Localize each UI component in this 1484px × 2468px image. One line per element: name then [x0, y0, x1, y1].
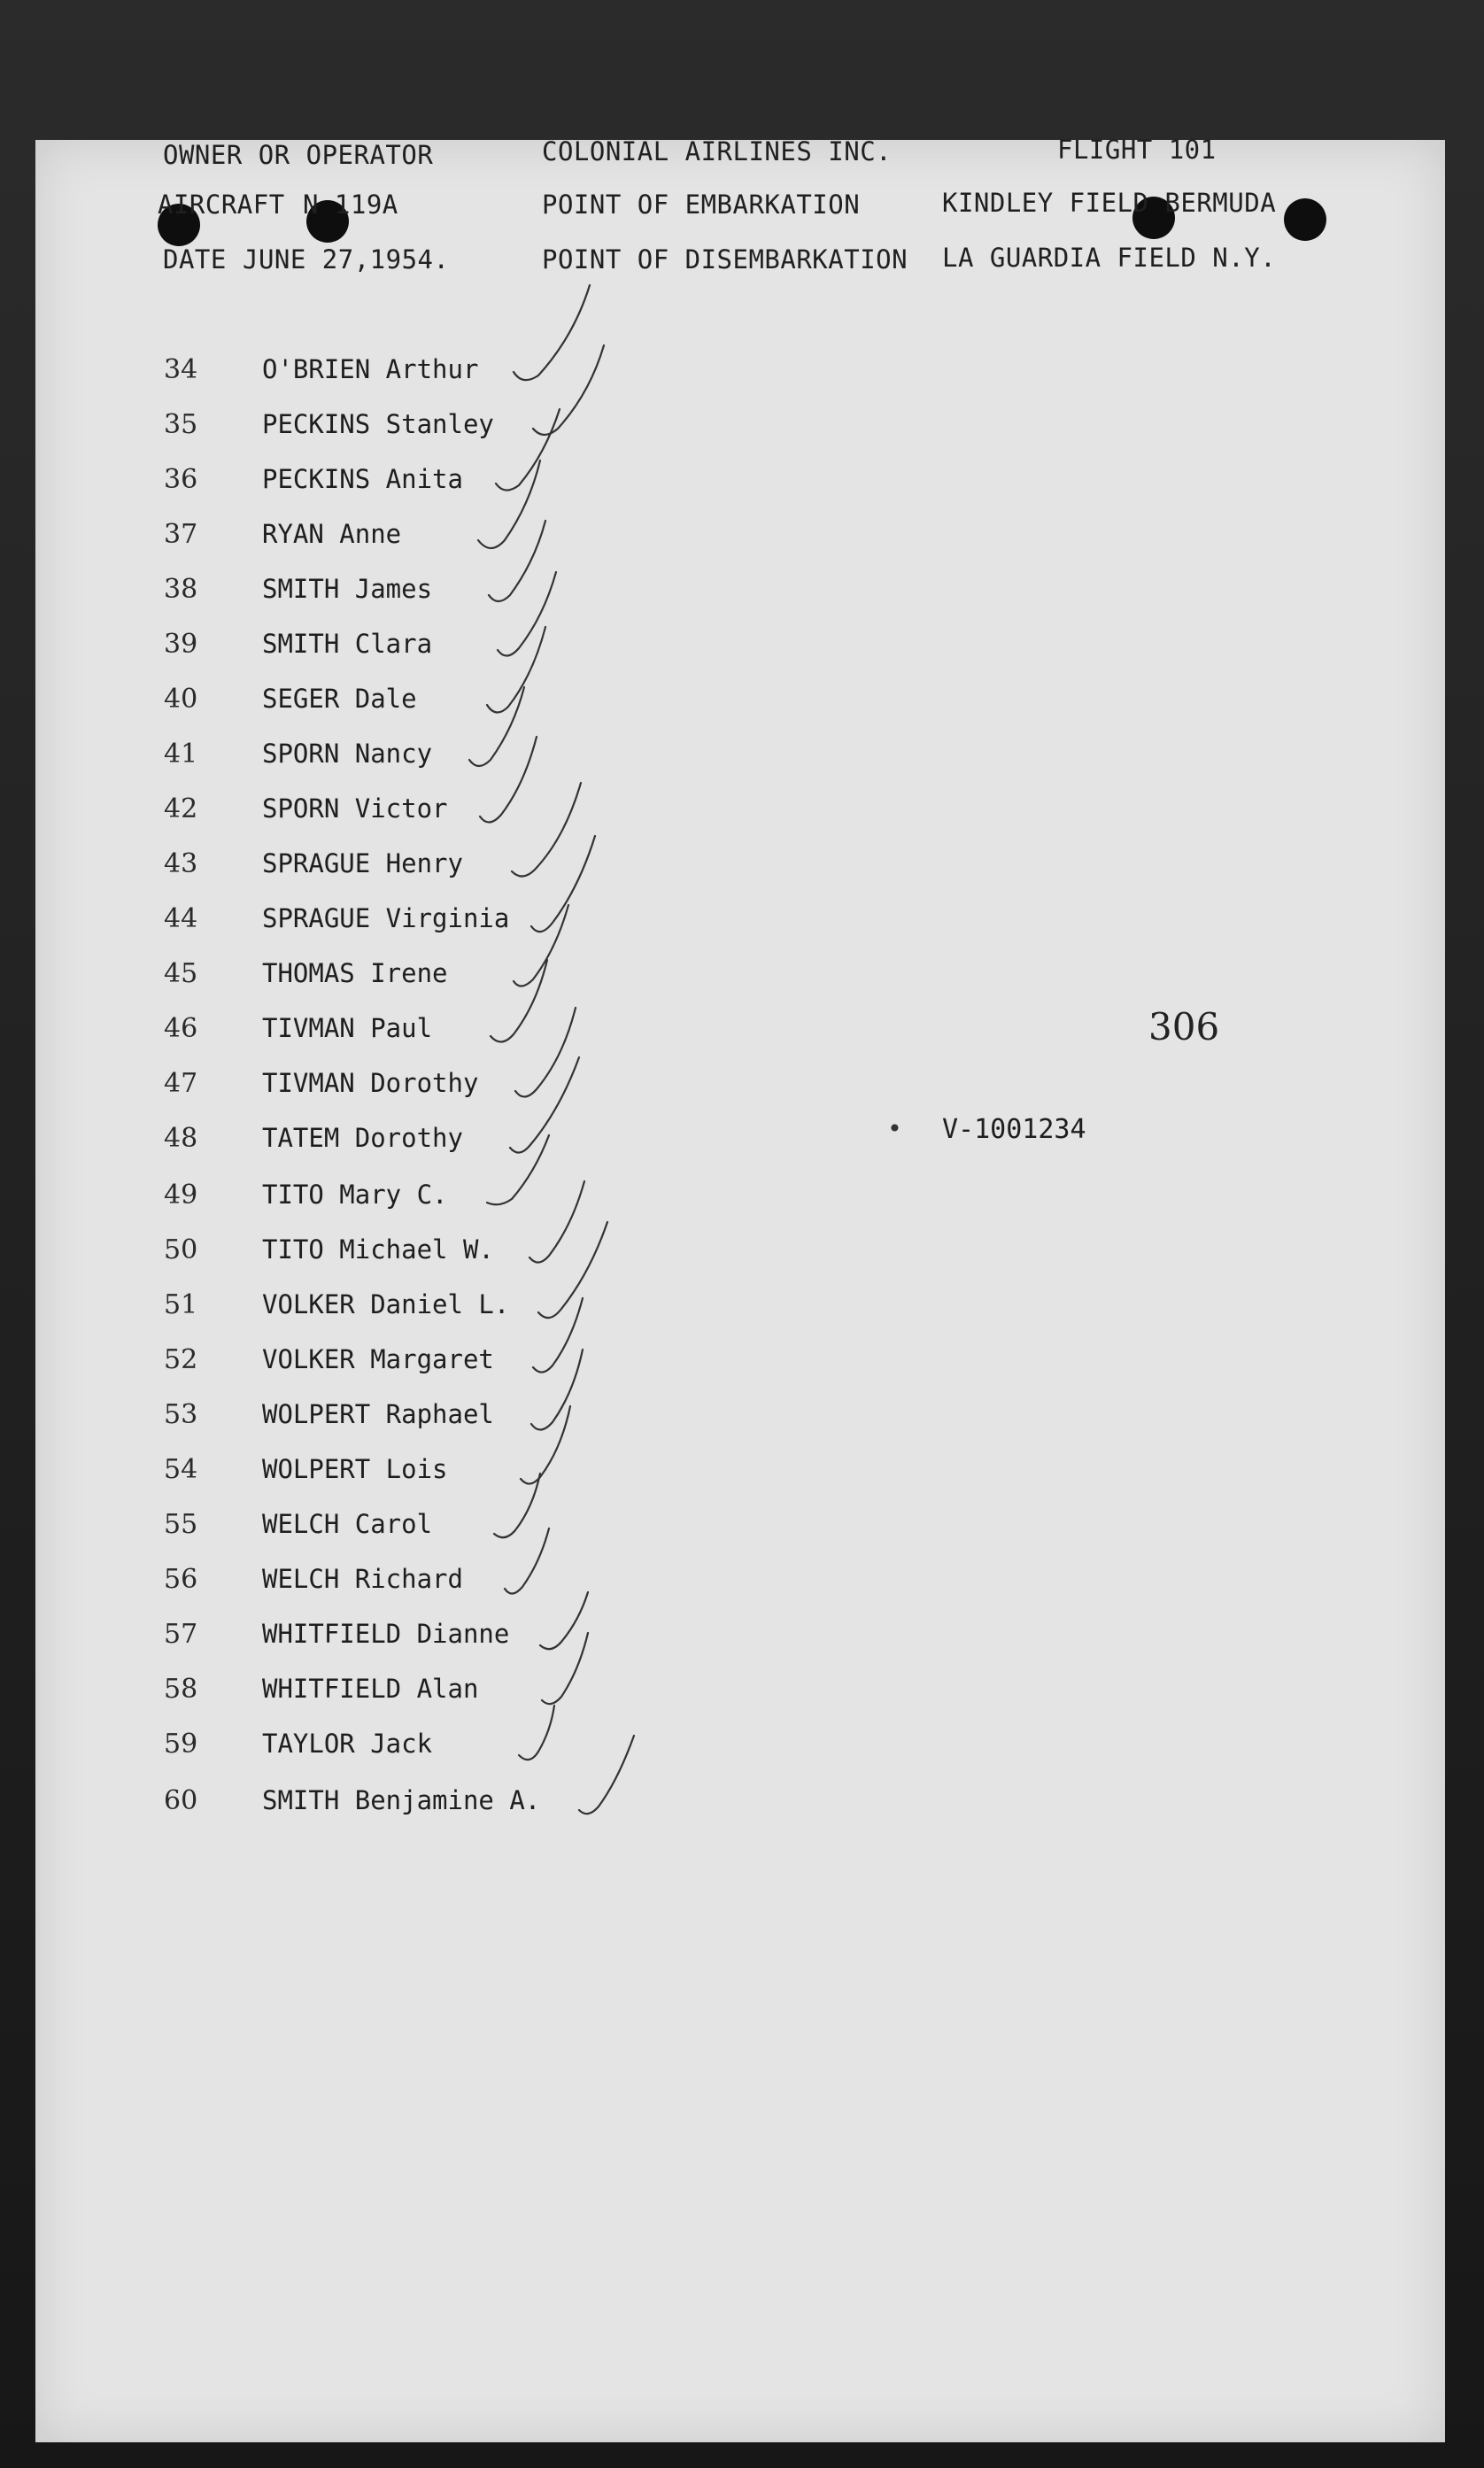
list-item [35, 354, 832, 390]
row-number: 52 [164, 1344, 198, 1375]
list-item [35, 1619, 832, 1654]
passenger-name: VOLKER Daniel L. [262, 1289, 510, 1319]
list-item [35, 519, 832, 554]
list-item [35, 629, 832, 664]
row-number: 40 [164, 684, 198, 715]
list-item [35, 1234, 832, 1270]
row-number: 45 [164, 958, 198, 989]
row-number: 55 [164, 1509, 198, 1540]
row-number: 51 [164, 1289, 198, 1320]
row-number: 58 [164, 1674, 198, 1705]
passenger-name: TIVMAN Dorothy [262, 1068, 479, 1098]
list-item [35, 1399, 832, 1435]
row-number: 41 [164, 739, 198, 770]
passenger-name: WOLPERT Lois [262, 1454, 448, 1484]
embarkation-value: KINDLEY FIELD BERMUDA [942, 188, 1277, 218]
passenger-name: WELCH Carol [262, 1509, 433, 1539]
reference-number: V-1001234 [942, 1114, 1086, 1145]
passenger-name: RYAN Anne [262, 519, 402, 549]
list-item [35, 793, 832, 829]
list-item [35, 1123, 832, 1158]
list-item [35, 684, 832, 719]
passenger-name: TAYLOR Jack [262, 1729, 433, 1759]
manifest-page [35, 135, 1445, 2442]
row-number: 43 [164, 848, 198, 879]
row-number: 46 [164, 1013, 198, 1044]
list-item [35, 1785, 832, 1821]
owner-value: COLONIAL AIRLINES INC. [542, 136, 893, 166]
list-item [35, 1344, 832, 1380]
passenger-name: TITO Michael W. [262, 1234, 494, 1265]
flight-number: FLIGHT 101 [1057, 135, 1217, 165]
row-number: 47 [164, 1068, 198, 1099]
passenger-name: WHITFIELD Dianne [262, 1619, 510, 1649]
row-number: 36 [164, 464, 198, 495]
row-number: 57 [164, 1619, 198, 1650]
page-stamp-number: 306 [1148, 1005, 1220, 1048]
row-number: 53 [164, 1399, 198, 1430]
passenger-name: PECKINS Stanley [262, 409, 494, 439]
row-number: 42 [164, 793, 198, 824]
list-item [35, 1509, 832, 1544]
punch-hole-right-2 [1284, 198, 1326, 241]
passenger-name: SMITH Benjamine A. [262, 1785, 541, 1815]
passenger-name: SPORN Victor [262, 793, 448, 824]
row-number: 60 [164, 1785, 198, 1816]
row-number: 48 [164, 1123, 198, 1154]
aircraft-label: AIRCRAFT [158, 190, 285, 220]
passenger-name: SPORN Nancy [262, 739, 433, 769]
row-number: 37 [164, 519, 198, 550]
list-item [35, 903, 832, 939]
list-item [35, 1013, 832, 1048]
row-number: 56 [164, 1564, 198, 1595]
passenger-name: SPRAGUE Henry [262, 848, 463, 878]
list-item [35, 464, 832, 499]
list-item [35, 739, 832, 774]
list-item [35, 409, 832, 445]
row-number: 38 [164, 574, 198, 605]
list-item [35, 574, 832, 609]
row-number: 50 [164, 1234, 198, 1265]
list-item [35, 1454, 832, 1489]
disembarkation-value: LA GUARDIA FIELD N.Y. [942, 243, 1277, 273]
row-number: 34 [164, 354, 198, 385]
row-number: 44 [164, 903, 198, 934]
date-label: DATE [163, 244, 227, 275]
passenger-name: WELCH Richard [262, 1564, 463, 1594]
passenger-name: SPRAGUE Virginia [262, 903, 510, 933]
passenger-name: SMITH Clara [262, 629, 433, 659]
passenger-name: THOMAS Irene [262, 958, 448, 988]
disembarkation-label: POINT OF DISEMBARKATION [542, 244, 908, 275]
embarkation-label: POINT OF EMBARKATION [542, 190, 861, 220]
list-item [35, 848, 832, 884]
passenger-name: O'BRIEN Arthur [262, 354, 479, 384]
date-value: JUNE 27,1954. [243, 244, 450, 275]
passenger-name: WHITFIELD Alan [262, 1674, 479, 1704]
passenger-name: TITO Mary C. [262, 1180, 448, 1210]
passenger-name: SEGER Dale [262, 684, 417, 714]
list-item [35, 1289, 832, 1325]
owner-label: OWNER OR OPERATOR [163, 140, 434, 170]
list-item [35, 1729, 832, 1764]
row-number: 59 [164, 1729, 198, 1760]
list-item [35, 1180, 832, 1215]
passenger-name: VOLKER Margaret [262, 1344, 494, 1374]
row-number: 49 [164, 1180, 198, 1211]
passenger-name: SMITH James [262, 574, 433, 604]
aircraft-value: N 119A [303, 190, 398, 220]
list-item [35, 958, 832, 994]
row-number: 39 [164, 629, 198, 660]
list-item [35, 1564, 832, 1599]
list-item [35, 1068, 832, 1103]
list-item [35, 1674, 832, 1709]
passenger-name: WOLPERT Raphael [262, 1399, 494, 1429]
passenger-name: TATEM Dorothy [262, 1123, 463, 1153]
row-number: 35 [164, 409, 198, 440]
passenger-name: PECKINS Anita [262, 464, 463, 494]
reference-dash: • [887, 1114, 902, 1143]
row-number: 54 [164, 1454, 198, 1485]
passenger-name: TIVMAN Paul [262, 1013, 433, 1043]
